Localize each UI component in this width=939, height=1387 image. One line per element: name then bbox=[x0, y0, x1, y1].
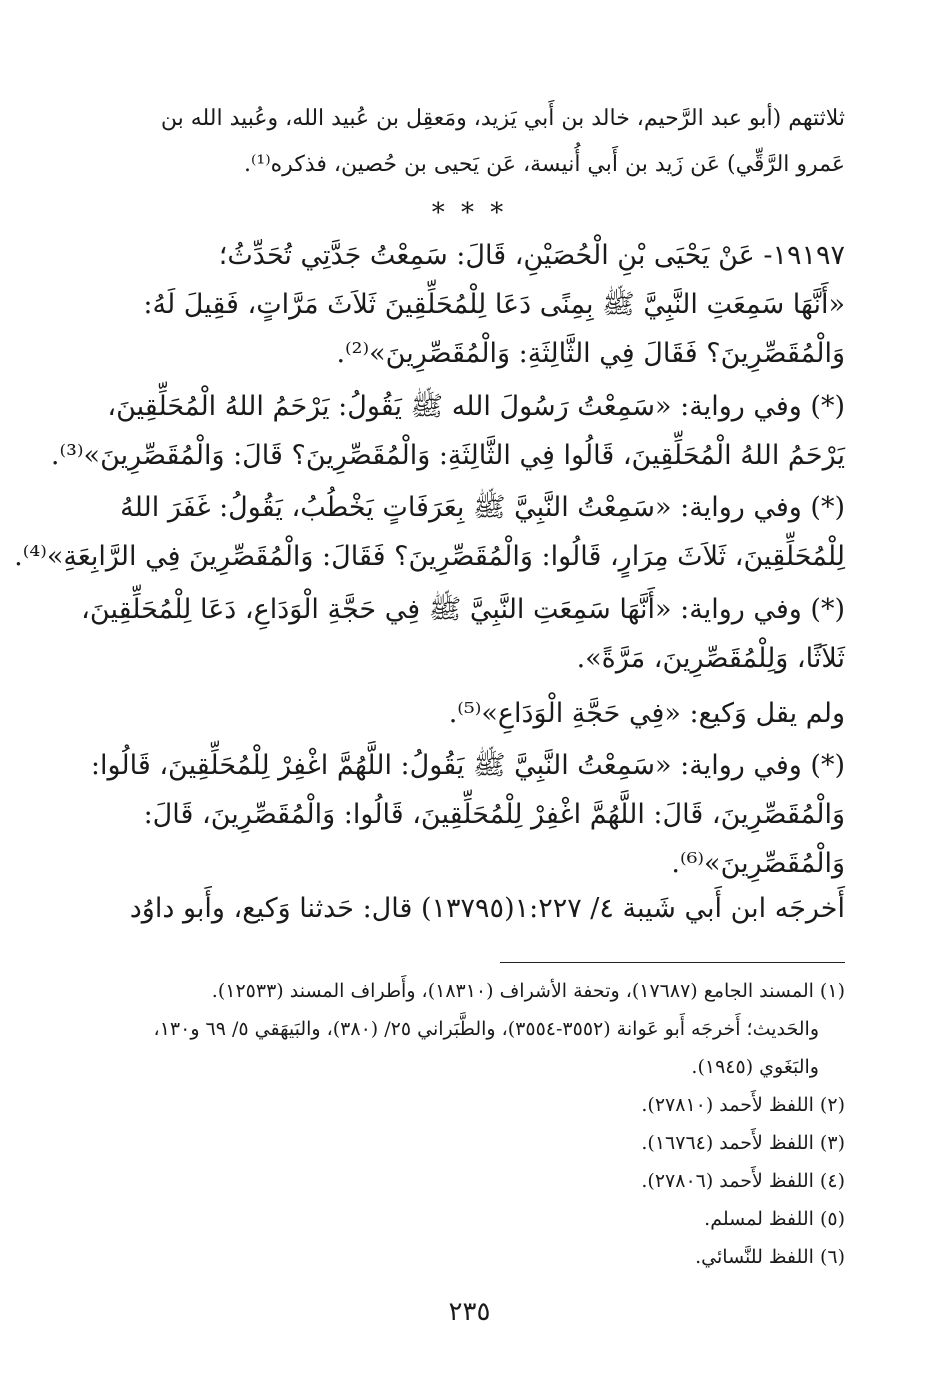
riwaya-line: وَالْمُقَصِّرِينَ»⁽⁶⁾. bbox=[671, 848, 845, 879]
hadith-main bbox=[110, 242, 845, 389]
riwaya-paragraph bbox=[14, 492, 845, 592]
hadith-header: ١٩١٩٧- عَنْ يَحْيَى بْنِ الْحُصَيْنِ، قَالَ: سَمِعْتُ جَدَّتِي تُحَدِّثُ؛ bbox=[218, 240, 845, 271]
hadith-text-line: وَالْمُقَصِّرِينَ؟ فَقَالَ فِي الثَّالِثَةِ: وَالْمُقَصِّرِينَ»⁽²⁾. bbox=[336, 338, 845, 369]
footnote: (١) المسند الجامع (١٧٦٨٧)، وتحفة الأشراف (١٨٣١٠)، وأَطراف المسند (١٢٥٣٣). bbox=[211, 980, 845, 1002]
footnotes bbox=[110, 982, 845, 1286]
riwaya-line: (*) وفي رواية: «سَمِعْتُ رَسُولَ الله ﷺ يَقُولُ: يَرْحَمُ اللهُ الْمُحَلِّقِينَ، bbox=[107, 391, 845, 422]
footnote: (٢) اللفظ لأَحمد (٢٧٨١٠). bbox=[641, 1094, 845, 1116]
riwaya-paragraph bbox=[81, 594, 845, 694]
riwaya-line: (*) وفي رواية: «سَمِعْتُ النَّبِيَّ ﷺ يَقُولُ: اللَّهُمَّ اغْفِرْ لِلْمُحَلِّقِينَ، قَالُوا: bbox=[90, 750, 845, 781]
footnote-continuation: والحَديث؛ أَخرجَه أَبو عَوانة (٣٥٥٢-٣٥٥٤)، والطَّبَراني ٢٥/ (٣٨٠)، والبَيهَقي ٥/ ٦٩ و١٣٠، bbox=[153, 1018, 819, 1040]
footnote-continuation: والبَغَوي (١٩٤٥). bbox=[691, 1056, 819, 1078]
intro-paragraph bbox=[110, 108, 845, 200]
footnote: (٤) اللفظ لأَحمد (٢٧٨٠٦). bbox=[641, 1170, 845, 1192]
intro-line: عَمرو الرَّقِّي) عَن زَيد بن أَبي أُنيسة، عَن يَحيى بن حُصين، فذكره⁽¹⁾. bbox=[244, 152, 845, 177]
riwaya-line: (*) وفي رواية: «سَمِعْتُ النَّبِيَّ ﷺ بِعَرَفَاتٍ يَخْطُبُ، يَقُولُ: غَفَرَ اللهُ bbox=[120, 492, 845, 523]
takhrij-paragraph bbox=[110, 895, 845, 944]
riwaya-line: ثَلاَثًا، وَلِلْمُقَصِّرِينَ، مَرَّةً». bbox=[576, 643, 845, 674]
footnote: (٣) اللفظ لأَحمد (١٦٧٦٤). bbox=[641, 1132, 845, 1154]
waki-note bbox=[110, 700, 845, 749]
riwaya-line: وَالْمُقَصِّرِينَ، قَالَ: اللَّهُمَّ اغْفِرْ لِلْمُحَلِّقِينَ، قَالُوا: وَالْمُقَصِّرِينَ، قَالَ: bbox=[143, 799, 845, 830]
waki-line: ولم يقل وَكيع: «فِي حَجَّةِ الْوَدَاعِ»⁽⁵⁾. bbox=[448, 698, 845, 729]
hadith-text-line: «أَنَّهَا سَمِعَتِ النَّبِيَّ ﷺ بِمِنًى دَعَا لِلْمُحَلِّقِينَ ثَلاَثَ مَرَّاتٍ، فَقِيلَ لَهُ: bbox=[143, 289, 845, 320]
takhrij-line: أَخرجَه ابن أَبي شَيبة ٤/ ١:٢٢٧(١٣٧٩٥) قال: حَدثنا وَكيع، وأَبو داوُد bbox=[129, 893, 845, 924]
footnote-divider bbox=[500, 962, 845, 963]
riwaya-line: (*) وفي رواية: «أَنَّهَا سَمِعَتِ النَّبِيَّ ﷺ فِي حَجَّةِ الْوَدَاعِ، دَعَا لِلْمُحَلِّقِينَ، bbox=[81, 594, 845, 625]
section-separator: * * * bbox=[431, 198, 508, 228]
riwaya-line: يَرْحَمُ اللهُ الْمُحَلِّقِينَ، قَالُوا فِي الثَّالِثَةِ: وَالْمُقَصِّرِينَ؟ قَالَ: وَالْمُقَصِّرِينَ»⁽³⁾. bbox=[50, 440, 845, 471]
riwaya-paragraph bbox=[90, 750, 845, 899]
footnote: (٦) اللفظ للنَّسائي. bbox=[695, 1246, 845, 1268]
riwaya-paragraph bbox=[50, 391, 845, 491]
footnote: (٥) اللفظ لمسلم. bbox=[704, 1208, 845, 1230]
page-number: ٢٣٥ bbox=[448, 1297, 491, 1327]
intro-line: ثلاثتهم (أبو عبد الرَّحيم، خالد بن أَبي يَزيد، ومَعقِل بن عُبيد الله، وعُبيد الله بن bbox=[160, 106, 845, 131]
riwaya-line: لِلْمُحَلِّقِينَ، ثَلاَثَ مِرَارٍ، قَالُوا: وَالْمُقَصِّرِينَ؟ فَقَالَ: وَالْمُقَصِّرِينَ فِي الرَّابِعَةِ»⁽⁴⁾. bbox=[14, 541, 845, 572]
